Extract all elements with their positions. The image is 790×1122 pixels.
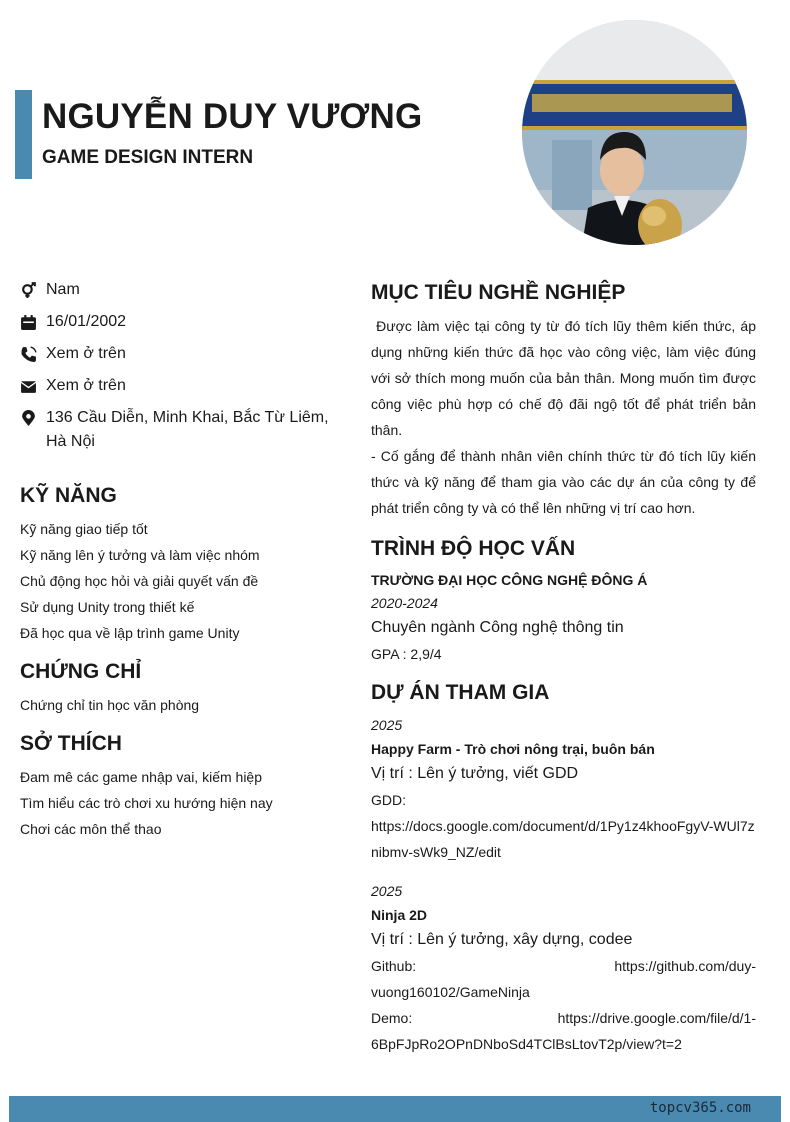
phone-icon xyxy=(20,342,46,366)
objective-paragraph-2: - Cố gắng để thành nhân viên chính thức từ đó tích lũy kiến thức và kỹ năng để tham gia vào các dự án của công ty để phát triển công ty và có thể lên những vị trí cao hơn. xyxy=(371,448,756,516)
candidate-name: NGUYỄN DUY VƯƠNG xyxy=(42,97,423,136)
hobby-item: Tìm hiểu các trò chơi xu hướng hiện nay xyxy=(20,795,273,811)
profile-photo xyxy=(522,20,747,245)
project-github-label: Github: xyxy=(371,958,417,974)
gender-value: Nam xyxy=(46,281,80,298)
project-gdd-label: GDD: xyxy=(371,792,406,808)
project-year: 2025 xyxy=(371,717,403,733)
project-gdd-link[interactable]: https://docs.google.com/document/d/1Py1z4khooFgyV-WUl7znibmv-sWk9_NZ/edit xyxy=(371,818,755,860)
project-role: Vị trí : Lên ý tưởng, xây dựng, codee xyxy=(371,931,633,948)
envelope-icon xyxy=(20,374,46,398)
skill-item: Kỹ năng giao tiếp tốt xyxy=(20,521,148,537)
skill-item: Chủ động học hỏi và giải quyết vấn đề xyxy=(20,573,259,589)
education-major: Chuyên ngành Công nghệ thông tin xyxy=(371,619,624,636)
contact-phone xyxy=(20,342,350,366)
address-value: 136 Cầu Diễn, Minh Khai, Bắc Từ Liêm, Hà Nội xyxy=(46,409,329,450)
project-demo-link-cont[interactable]: 6BpFJpRo2OPnDNboSd4TClBsLtovT2p/view?t=2 xyxy=(371,1036,682,1052)
left-column xyxy=(20,278,350,842)
hobbies-title: SỞ THÍCH xyxy=(20,732,122,755)
footer-brand[interactable]: topcv365.com xyxy=(649,1100,751,1116)
project-demo-row xyxy=(371,1005,756,1031)
email-value: Xem ở trên xyxy=(46,377,126,394)
education-title: TRÌNH ĐỘ HỌC VẤN xyxy=(371,537,576,560)
project-year: 2025 xyxy=(371,883,403,899)
projects-title: DỰ ÁN THAM GIA xyxy=(371,681,550,704)
contact-address xyxy=(20,406,350,454)
school-name: TRƯỜNG ĐẠI HỌC CÔNG NGHỆ ĐÔNG Á xyxy=(371,572,648,588)
skills-title: KỸ NĂNG xyxy=(20,484,117,507)
certificate-item: Chứng chỉ tin học văn phòng xyxy=(20,697,200,713)
hobby-item: Đam mê các game nhập vai, kiếm hiệp xyxy=(20,769,262,785)
project-demo-label: Demo: xyxy=(371,1010,413,1026)
header-accent-bar xyxy=(15,90,32,179)
skill-item: Sử dụng Unity trong thiết kế xyxy=(20,599,195,615)
birthday-value: 16/01/2002 xyxy=(46,313,127,330)
location-pin-icon xyxy=(20,406,46,430)
gender-icon xyxy=(20,278,46,302)
project-demo-link[interactable]: https://drive.google.com/file/d/1- xyxy=(557,1010,756,1026)
skill-item: Kỹ năng lên ý tưởng và làm việc nhóm xyxy=(20,547,260,563)
contact-birthday xyxy=(20,310,350,334)
objective-paragraph-1: Được làm việc tại công ty từ đó tích lũy thêm kiến thức, áp dụng những kiến thức đã học vào công việc, làm việc đúng với sở thích mong muốn của bản thân. Mong muốn tìm được công việc phù hợp có chế độ đãi ngộ tốt để phát triển bản thân. xyxy=(371,318,760,438)
education-period: 2020-2024 xyxy=(371,595,438,611)
project-name: Happy Farm - Trò chơi nông trại, buôn bán xyxy=(371,741,655,757)
project-role: Vị trí : Lên ý tưởng, viết GDD xyxy=(371,765,579,782)
footer-bar xyxy=(9,1096,781,1122)
calendar-icon xyxy=(20,310,46,334)
objective-title: MỤC TIÊU NGHỀ NGHIỆP xyxy=(371,281,626,304)
contact-email xyxy=(20,374,350,398)
hobby-item: Chơi các môn thể thao xyxy=(20,821,162,837)
right-column xyxy=(371,281,760,1057)
job-title: GAME DESIGN INTERN xyxy=(42,147,254,168)
contact-gender xyxy=(20,278,350,302)
education-gpa: GPA : 2,9/4 xyxy=(371,646,442,662)
project-github-link-cont[interactable]: vuong160102/GameNinja xyxy=(371,984,530,1000)
project-github-row xyxy=(371,953,756,979)
project-github-link[interactable]: https://github.com/duy- xyxy=(614,958,756,974)
project-name: Ninja 2D xyxy=(371,907,428,923)
skill-item: Đã học qua về lập trình game Unity xyxy=(20,625,240,641)
certificates-title: CHỨNG CHỈ xyxy=(20,660,142,683)
phone-value: Xem ở trên xyxy=(46,345,126,362)
